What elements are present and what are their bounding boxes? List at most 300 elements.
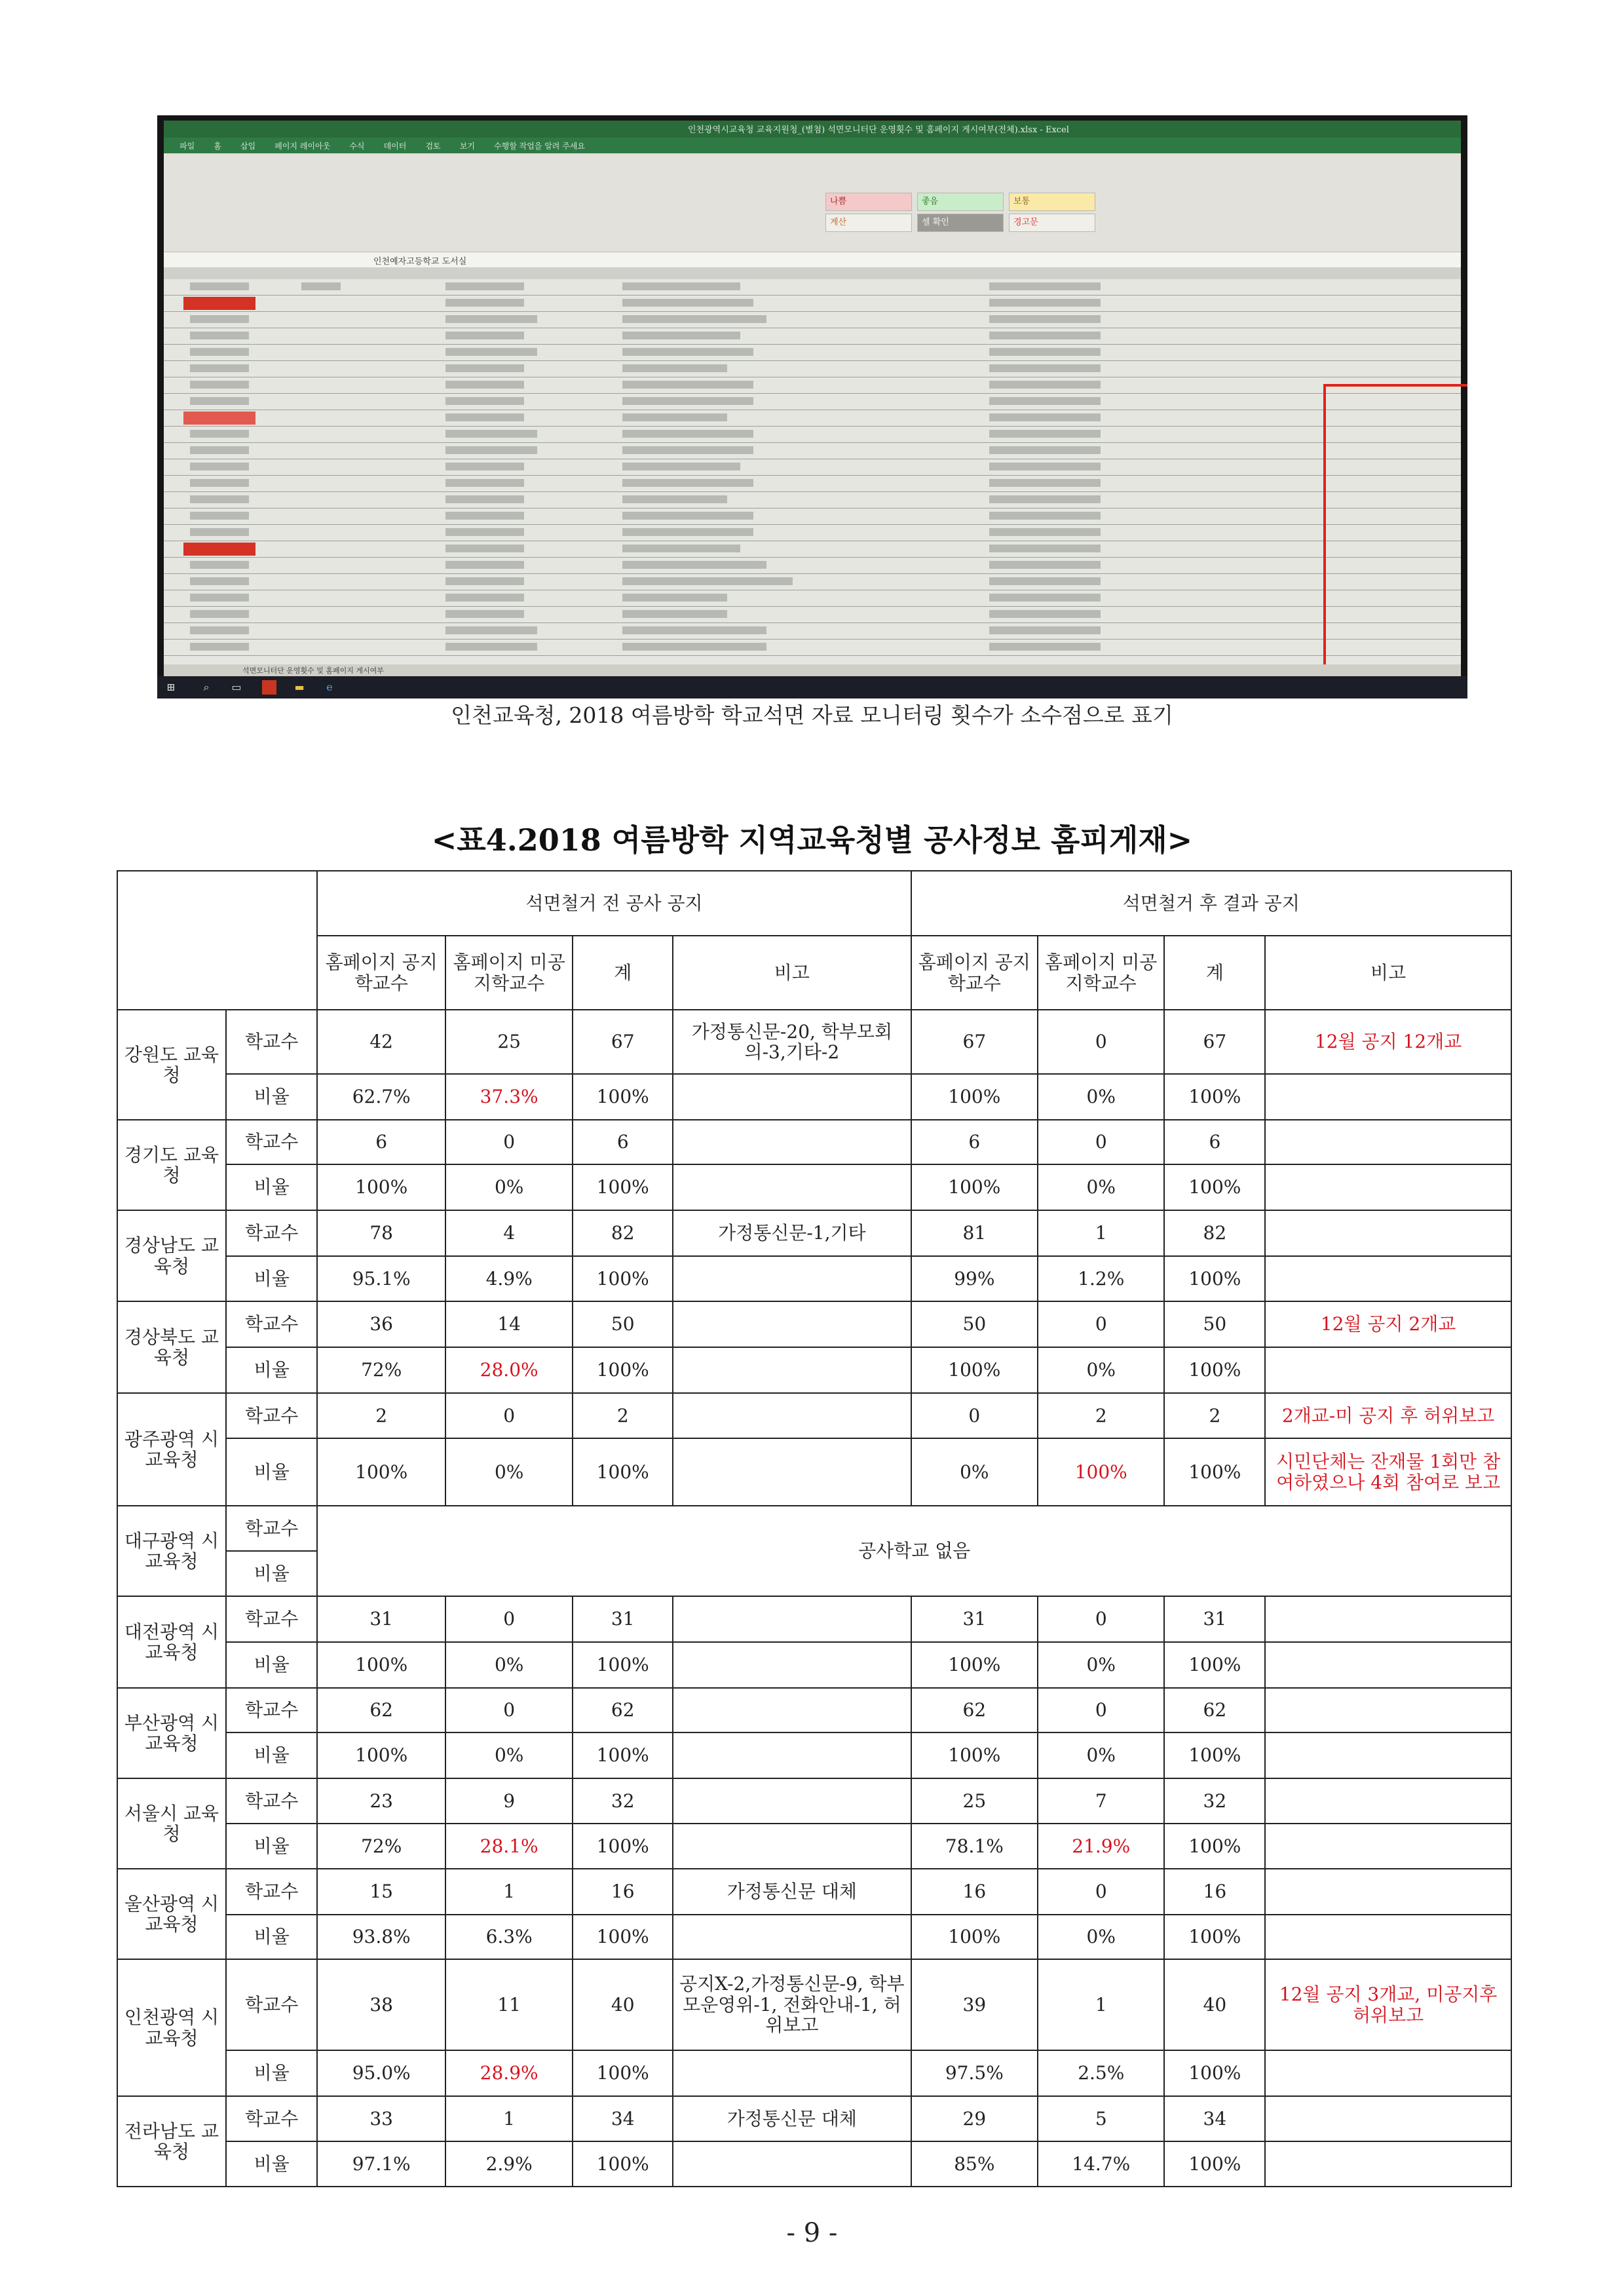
cell: 40 (573, 1959, 673, 2050)
cell: 0% (1038, 1347, 1164, 1393)
column-headers (164, 267, 1461, 279)
table-row (117, 1438, 1511, 1506)
grid-row (164, 345, 1461, 361)
cell: 0% (1038, 1164, 1164, 1210)
cell: 100% (317, 1642, 445, 1688)
cell: 1 (1038, 1959, 1164, 2050)
task-view-icon: ▭ (231, 681, 242, 693)
cell: 6 (317, 1120, 445, 1164)
cell (1265, 1915, 1511, 1959)
cell: 100% (317, 1438, 445, 1506)
cell: 6 (573, 1120, 673, 1164)
cell (673, 1074, 911, 1120)
table-row (117, 1869, 1511, 1915)
spreadsheet-grid (164, 279, 1461, 664)
cell: 0% (1038, 1732, 1164, 1778)
cell: 0% (445, 1642, 573, 1688)
cell: 공지X-2,가정통신문-9, 학부모운영위-1, 전화안내-1, 허위보고 (673, 1959, 911, 2050)
sheet-tabs (164, 664, 1461, 676)
cell: 28.9% (445, 2050, 573, 2096)
cell: 100% (1164, 1642, 1265, 1688)
cell: 15 (317, 1869, 445, 1915)
row-label: 학교수 (226, 1688, 317, 1732)
region-name: 대전광역 시교육청 (117, 1596, 226, 1688)
cell: 0% (1038, 1074, 1164, 1120)
row-label: 비율 (226, 1347, 317, 1393)
excel-tab: 파일 (179, 142, 195, 151)
cell: 0 (1038, 1596, 1164, 1642)
cell: 62 (911, 1688, 1038, 1732)
cell: 72% (317, 1347, 445, 1393)
excel-tab: 홈 (214, 142, 221, 151)
cell (1265, 1824, 1511, 1869)
excel-tabs (164, 138, 1461, 153)
cell: 67 (911, 1010, 1038, 1074)
table-row (117, 1778, 1511, 1824)
cell: 11 (445, 1959, 573, 2050)
cell: 37.3% (445, 1074, 573, 1120)
cell: 1 (445, 2096, 573, 2141)
header-row-1 (117, 871, 1511, 936)
cell: 81 (911, 1210, 1038, 1256)
cell: 67 (573, 1010, 673, 1074)
windows-taskbar (157, 676, 1467, 698)
grid-row (164, 525, 1461, 541)
row-label: 학교수 (226, 1959, 317, 2050)
cell: 100% (573, 1915, 673, 1959)
cell: 100% (911, 1642, 1038, 1688)
excel-title-bar (164, 121, 1461, 138)
region-name: 서울시 교육청 (117, 1778, 226, 1869)
cell: 100% (1164, 1824, 1265, 1869)
cell: 100% (1164, 1915, 1265, 1959)
cell: 29 (911, 2096, 1038, 2141)
excel-toolbar (164, 153, 1461, 252)
cell: 38 (317, 1959, 445, 2050)
cell (1265, 1256, 1511, 1301)
cell: 39 (911, 1959, 1038, 2050)
cell: 1 (445, 1869, 573, 1915)
region-name: 인천광역 시교육청 (117, 1959, 226, 2096)
cell: 16 (573, 1869, 673, 1915)
row-label: 학교수 (226, 1120, 317, 1164)
cell: 가정통신문-1,기타 (673, 1210, 911, 1256)
cell (673, 1164, 911, 1210)
cell: 28.0% (445, 1347, 573, 1393)
excel-tab: 검토 (425, 142, 441, 151)
grid-row (164, 328, 1461, 345)
cell: 100% (1164, 1347, 1265, 1393)
search-icon: ⌕ (203, 681, 210, 693)
construction-notice-table (117, 870, 1512, 2187)
cell: 36 (317, 1301, 445, 1347)
cell: 34 (573, 2096, 673, 2141)
cell: 100% (573, 1438, 673, 1506)
cell: 1 (1038, 1210, 1164, 1256)
row-label: 비율 (226, 1551, 317, 1596)
excel-tab: 삽입 (240, 142, 256, 151)
cell: 93.8% (317, 1915, 445, 1959)
header-posted: 홈페이지 공지학교수 (317, 936, 445, 1010)
cell: 100% (911, 1915, 1038, 1959)
cell: 가정통신문 대체 (673, 1869, 911, 1915)
note-cell: 12월 공지 3개교, 미공지후 허위보고 (1265, 1959, 1511, 2050)
cell (1265, 2141, 1511, 2187)
grid-row (164, 590, 1461, 607)
cell (673, 2141, 911, 2187)
cell: 31 (911, 1596, 1038, 1642)
row-label: 학교수 (226, 1869, 317, 1915)
table-title: <표4.2018 여름방학 지역교육청별 공사정보 홈피게재> (431, 822, 1193, 858)
cell: 62 (1164, 1688, 1265, 1732)
edge-icon: e (326, 681, 333, 693)
cell: 14 (445, 1301, 573, 1347)
cell: 82 (1164, 1210, 1265, 1256)
header-total: 계 (1164, 936, 1265, 1010)
region-name: 대구광역 시교육청 (117, 1506, 226, 1596)
cell: 78 (317, 1210, 445, 1256)
cell: 78.1% (911, 1824, 1038, 1869)
header-posted: 홈페이지 공지학교수 (911, 936, 1038, 1010)
cell: 14.7% (1038, 2141, 1164, 2187)
row-label: 비율 (226, 1074, 317, 1120)
cell: 가정통신문-20, 학부모회의-3,기타-2 (673, 1010, 911, 1074)
grid-row (164, 312, 1461, 328)
cell: 67 (1164, 1010, 1265, 1074)
grid-row (164, 492, 1461, 508)
grid-row (164, 476, 1461, 492)
region-name: 전라남도 교육청 (117, 2096, 226, 2187)
grid-row (164, 443, 1461, 459)
cell: 0 (445, 1688, 573, 1732)
cell: 100% (911, 1074, 1038, 1120)
cell: 2 (573, 1393, 673, 1438)
cell: 100% (317, 1164, 445, 1210)
cell (1265, 1347, 1511, 1393)
cell (673, 1688, 911, 1732)
cell: 50 (911, 1301, 1038, 1347)
cell (673, 1347, 911, 1393)
cell: 31 (573, 1596, 673, 1642)
style-check: 셀 확인 (917, 214, 1004, 232)
cell: 0% (1038, 1915, 1164, 1959)
cell: 25 (445, 1010, 573, 1074)
cell: 34 (1164, 2096, 1265, 2141)
cell: 31 (1164, 1596, 1265, 1642)
excel-tab: 보기 (459, 142, 475, 151)
row-label: 학교수 (226, 1393, 317, 1438)
cell: 0% (445, 1164, 573, 1210)
cell: 32 (573, 1778, 673, 1824)
header-note: 비고 (673, 936, 911, 1010)
table-row (117, 1347, 1511, 1393)
header-total: 계 (573, 936, 673, 1010)
powerpoint-icon (262, 680, 276, 695)
row-label: 학교수 (226, 1778, 317, 1824)
region-name: 부산광역 시교육청 (117, 1688, 226, 1778)
no-work-cell: 공사학교 없음 (317, 1506, 1511, 1596)
style-good: 좋음 (917, 193, 1004, 211)
cell: 0 (1038, 1120, 1164, 1164)
cell: 100% (1164, 2141, 1265, 2187)
style-warn: 경고문 (1009, 214, 1095, 232)
grid-row (164, 640, 1461, 656)
cell: 50 (573, 1301, 673, 1347)
page-number: - 9 - (786, 2218, 838, 2248)
region-name: 광주광역 시교육청 (117, 1393, 226, 1506)
cell (1265, 1074, 1511, 1120)
table-row (117, 1959, 1511, 2050)
grid-row (164, 427, 1461, 443)
row-label: 비율 (226, 1642, 317, 1688)
cell: 100% (911, 1164, 1038, 1210)
cell: 0 (445, 1596, 573, 1642)
table-row (117, 2096, 1511, 2141)
cell: 7 (1038, 1778, 1164, 1824)
header-not-posted: 홈페이지 미공지학교수 (445, 936, 573, 1010)
region-name: 경상북도 교육청 (117, 1301, 226, 1393)
cell (1265, 2096, 1511, 2141)
cell: 100% (1164, 1074, 1265, 1120)
cell: 2.9% (445, 2141, 573, 2187)
header-row-2 (117, 936, 1511, 1010)
cell: 85% (911, 2141, 1038, 2187)
grid-row (164, 377, 1461, 394)
excel-tab: 수행할 작업을 알려 주세요 (494, 142, 585, 151)
style-normal: 보통 (1009, 193, 1095, 211)
cell (673, 1824, 911, 1869)
cell: 95.1% (317, 1256, 445, 1301)
cell: 23 (317, 1778, 445, 1824)
sheet-tab: 석면모니터단 운영횟수 및 홈페이지 게시여부 (242, 666, 384, 675)
cell: 2 (1164, 1393, 1265, 1438)
header-before: 석면철거 전 공사 공지 (317, 871, 911, 936)
table-row (117, 1301, 1511, 1347)
row-label: 비율 (226, 1164, 317, 1210)
cell: 2.5% (1038, 2050, 1164, 2096)
grid-row (164, 459, 1461, 476)
excel-tab: 페이지 레이아웃 (274, 142, 331, 151)
cell: 6.3% (445, 1915, 573, 1959)
grid-row (164, 541, 1461, 558)
cell: 40 (1164, 1959, 1265, 2050)
cell: 0% (911, 1438, 1038, 1506)
cell: 5 (1038, 2096, 1164, 2141)
corner-cell (117, 871, 317, 1010)
cell: 100% (1164, 1256, 1265, 1301)
region-name: 울산광역 시교육청 (117, 1869, 226, 1959)
header-not-posted: 홈페이지 미공지학교수 (1038, 936, 1164, 1010)
note-cell: 2개교-미 공지 후 허위보고 (1265, 1393, 1511, 1438)
header-note: 비고 (1265, 936, 1511, 1010)
cell: 33 (317, 2096, 445, 2141)
table-row (117, 1596, 1511, 1642)
cell (1265, 1732, 1511, 1778)
cell: 0% (445, 1732, 573, 1778)
cell: 50 (1164, 1301, 1265, 1347)
region-name: 강원도 교육청 (117, 1010, 226, 1120)
cell: 2 (317, 1393, 445, 1438)
cell: 62 (317, 1688, 445, 1732)
table-row (117, 1210, 1511, 1256)
table-row (117, 1642, 1511, 1688)
row-label: 비율 (226, 1824, 317, 1869)
cell: 100% (911, 1347, 1038, 1393)
cell: 99% (911, 1256, 1038, 1301)
table-row (117, 1915, 1511, 1959)
cell: 21.9% (1038, 1824, 1164, 1869)
cell (1265, 1210, 1511, 1256)
row-label: 학교수 (226, 1301, 317, 1347)
cell: 0 (911, 1393, 1038, 1438)
photo-caption: 인천교육청, 2018 여름방학 학교석면 자료 모니터링 횟수가 소수점으로 표기 (451, 702, 1173, 728)
note-cell: 12월 공지 12개교 (1265, 1010, 1511, 1074)
cell: 100% (573, 1074, 673, 1120)
cell: 2 (1038, 1393, 1164, 1438)
cell: 1.2% (1038, 1256, 1164, 1301)
style-calc: 계산 (825, 214, 912, 232)
cell (673, 1778, 911, 1824)
cell (1265, 1164, 1511, 1210)
table-row (117, 1732, 1511, 1778)
grid-row (164, 296, 1461, 312)
grid-row (164, 558, 1461, 574)
table-row (117, 1164, 1511, 1210)
cell: 100% (573, 1256, 673, 1301)
cell: 100% (317, 1732, 445, 1778)
table-row (117, 1393, 1511, 1438)
cell: 100% (573, 1824, 673, 1869)
cell: 28.1% (445, 1824, 573, 1869)
row-label: 비율 (226, 1732, 317, 1778)
cell: 0% (445, 1438, 573, 1506)
cell: 82 (573, 1210, 673, 1256)
table-row (117, 2050, 1511, 2096)
cell: 16 (911, 1869, 1038, 1915)
cell: 6 (911, 1120, 1038, 1164)
cell: 0 (445, 1393, 573, 1438)
cell: 97.5% (911, 2050, 1038, 2096)
cell: 가정통신문 대체 (673, 2096, 911, 2141)
table-row (117, 1256, 1511, 1301)
cell (673, 1732, 911, 1778)
table-row (117, 1010, 1511, 1074)
cell: 100% (573, 2141, 673, 2187)
table-row (117, 1688, 1511, 1732)
cell (673, 1301, 911, 1347)
excel-tab: 데이터 (383, 142, 407, 151)
cell: 42 (317, 1010, 445, 1074)
cell: 25 (911, 1778, 1038, 1824)
cell: 62.7% (317, 1074, 445, 1120)
cell: 100% (1038, 1438, 1164, 1506)
row-label: 학교수 (226, 1506, 317, 1551)
table-row (117, 2141, 1511, 2187)
table-row (117, 1824, 1511, 1869)
note-cell: 시민단체는 잔재물 1회만 참여하였으나 4회 참여로 보고 (1265, 1438, 1511, 1506)
grid-row (164, 394, 1461, 410)
cell: 31 (317, 1596, 445, 1642)
cell (673, 1915, 911, 1959)
note-cell: 12월 공지 2개교 (1265, 1301, 1511, 1347)
cell: 100% (573, 2050, 673, 2096)
cell (673, 1120, 911, 1164)
formula-bar (164, 252, 1461, 268)
excel-tab: 수식 (349, 142, 365, 151)
grid-row (164, 361, 1461, 377)
cell: 0% (1038, 1642, 1164, 1688)
cell (1265, 2050, 1511, 2096)
cell: 62 (573, 1688, 673, 1732)
cell: 100% (1164, 1164, 1265, 1210)
spreadsheet-photo (157, 115, 1467, 698)
cell (673, 1596, 911, 1642)
grid-row (164, 623, 1461, 640)
cell: 100% (573, 1642, 673, 1688)
cell: 100% (573, 1732, 673, 1778)
cell: 100% (1164, 2050, 1265, 2096)
cell (673, 1642, 911, 1688)
grid-row (164, 508, 1461, 525)
cell: 100% (911, 1732, 1038, 1778)
grid-row (164, 607, 1461, 623)
grid-row (164, 574, 1461, 590)
cell: 32 (1164, 1778, 1265, 1824)
cell (1265, 1869, 1511, 1915)
cell: 6 (1164, 1120, 1265, 1164)
cell: 0 (1038, 1688, 1164, 1732)
table-row (117, 1506, 1511, 1551)
cell: 0 (1038, 1869, 1164, 1915)
region-name: 경기도 교육청 (117, 1120, 226, 1210)
row-label: 비율 (226, 2141, 317, 2187)
cell (673, 1438, 911, 1506)
cell: 0 (1038, 1301, 1164, 1347)
cell: 95.0% (317, 2050, 445, 2096)
header-after: 석면철거 후 결과 공지 (911, 871, 1511, 936)
cell: 97.1% (317, 2141, 445, 2187)
cell: 100% (573, 1347, 673, 1393)
cell: 0 (445, 1120, 573, 1164)
cell (673, 1393, 911, 1438)
cell: 100% (1164, 1438, 1265, 1506)
cell (673, 1256, 911, 1301)
cell: 9 (445, 1778, 573, 1824)
grid-row (164, 410, 1461, 427)
row-label: 학교수 (226, 1596, 317, 1642)
folder-icon: ▬ (294, 681, 305, 693)
cell (1265, 1778, 1511, 1824)
region-name: 경상남도 교육청 (117, 1210, 226, 1301)
cell: 100% (1164, 1732, 1265, 1778)
windows-start-icon: ⊞ (166, 681, 176, 693)
row-label: 비율 (226, 1915, 317, 1959)
cell (673, 2050, 911, 2096)
cell: 4.9% (445, 1256, 573, 1301)
cell (1265, 1642, 1511, 1688)
row-label: 비율 (226, 2050, 317, 2096)
cell: 72% (317, 1824, 445, 1869)
row-label: 비율 (226, 1438, 317, 1506)
cell (1265, 1596, 1511, 1642)
excel-window-title: 인천광역시교육청 교육지원청_(별첨) 석면모니터단 운영횟수 및 홈페이지 게시여부(전체).xlsx - Excel (688, 125, 1069, 135)
row-label: 학교수 (226, 1010, 317, 1074)
formula-text: 인천예자고등학교 도서실 (373, 257, 467, 267)
grid-row (164, 279, 1461, 296)
cell: 0 (1038, 1010, 1164, 1074)
cell: 16 (1164, 1869, 1265, 1915)
table-row (117, 1074, 1511, 1120)
